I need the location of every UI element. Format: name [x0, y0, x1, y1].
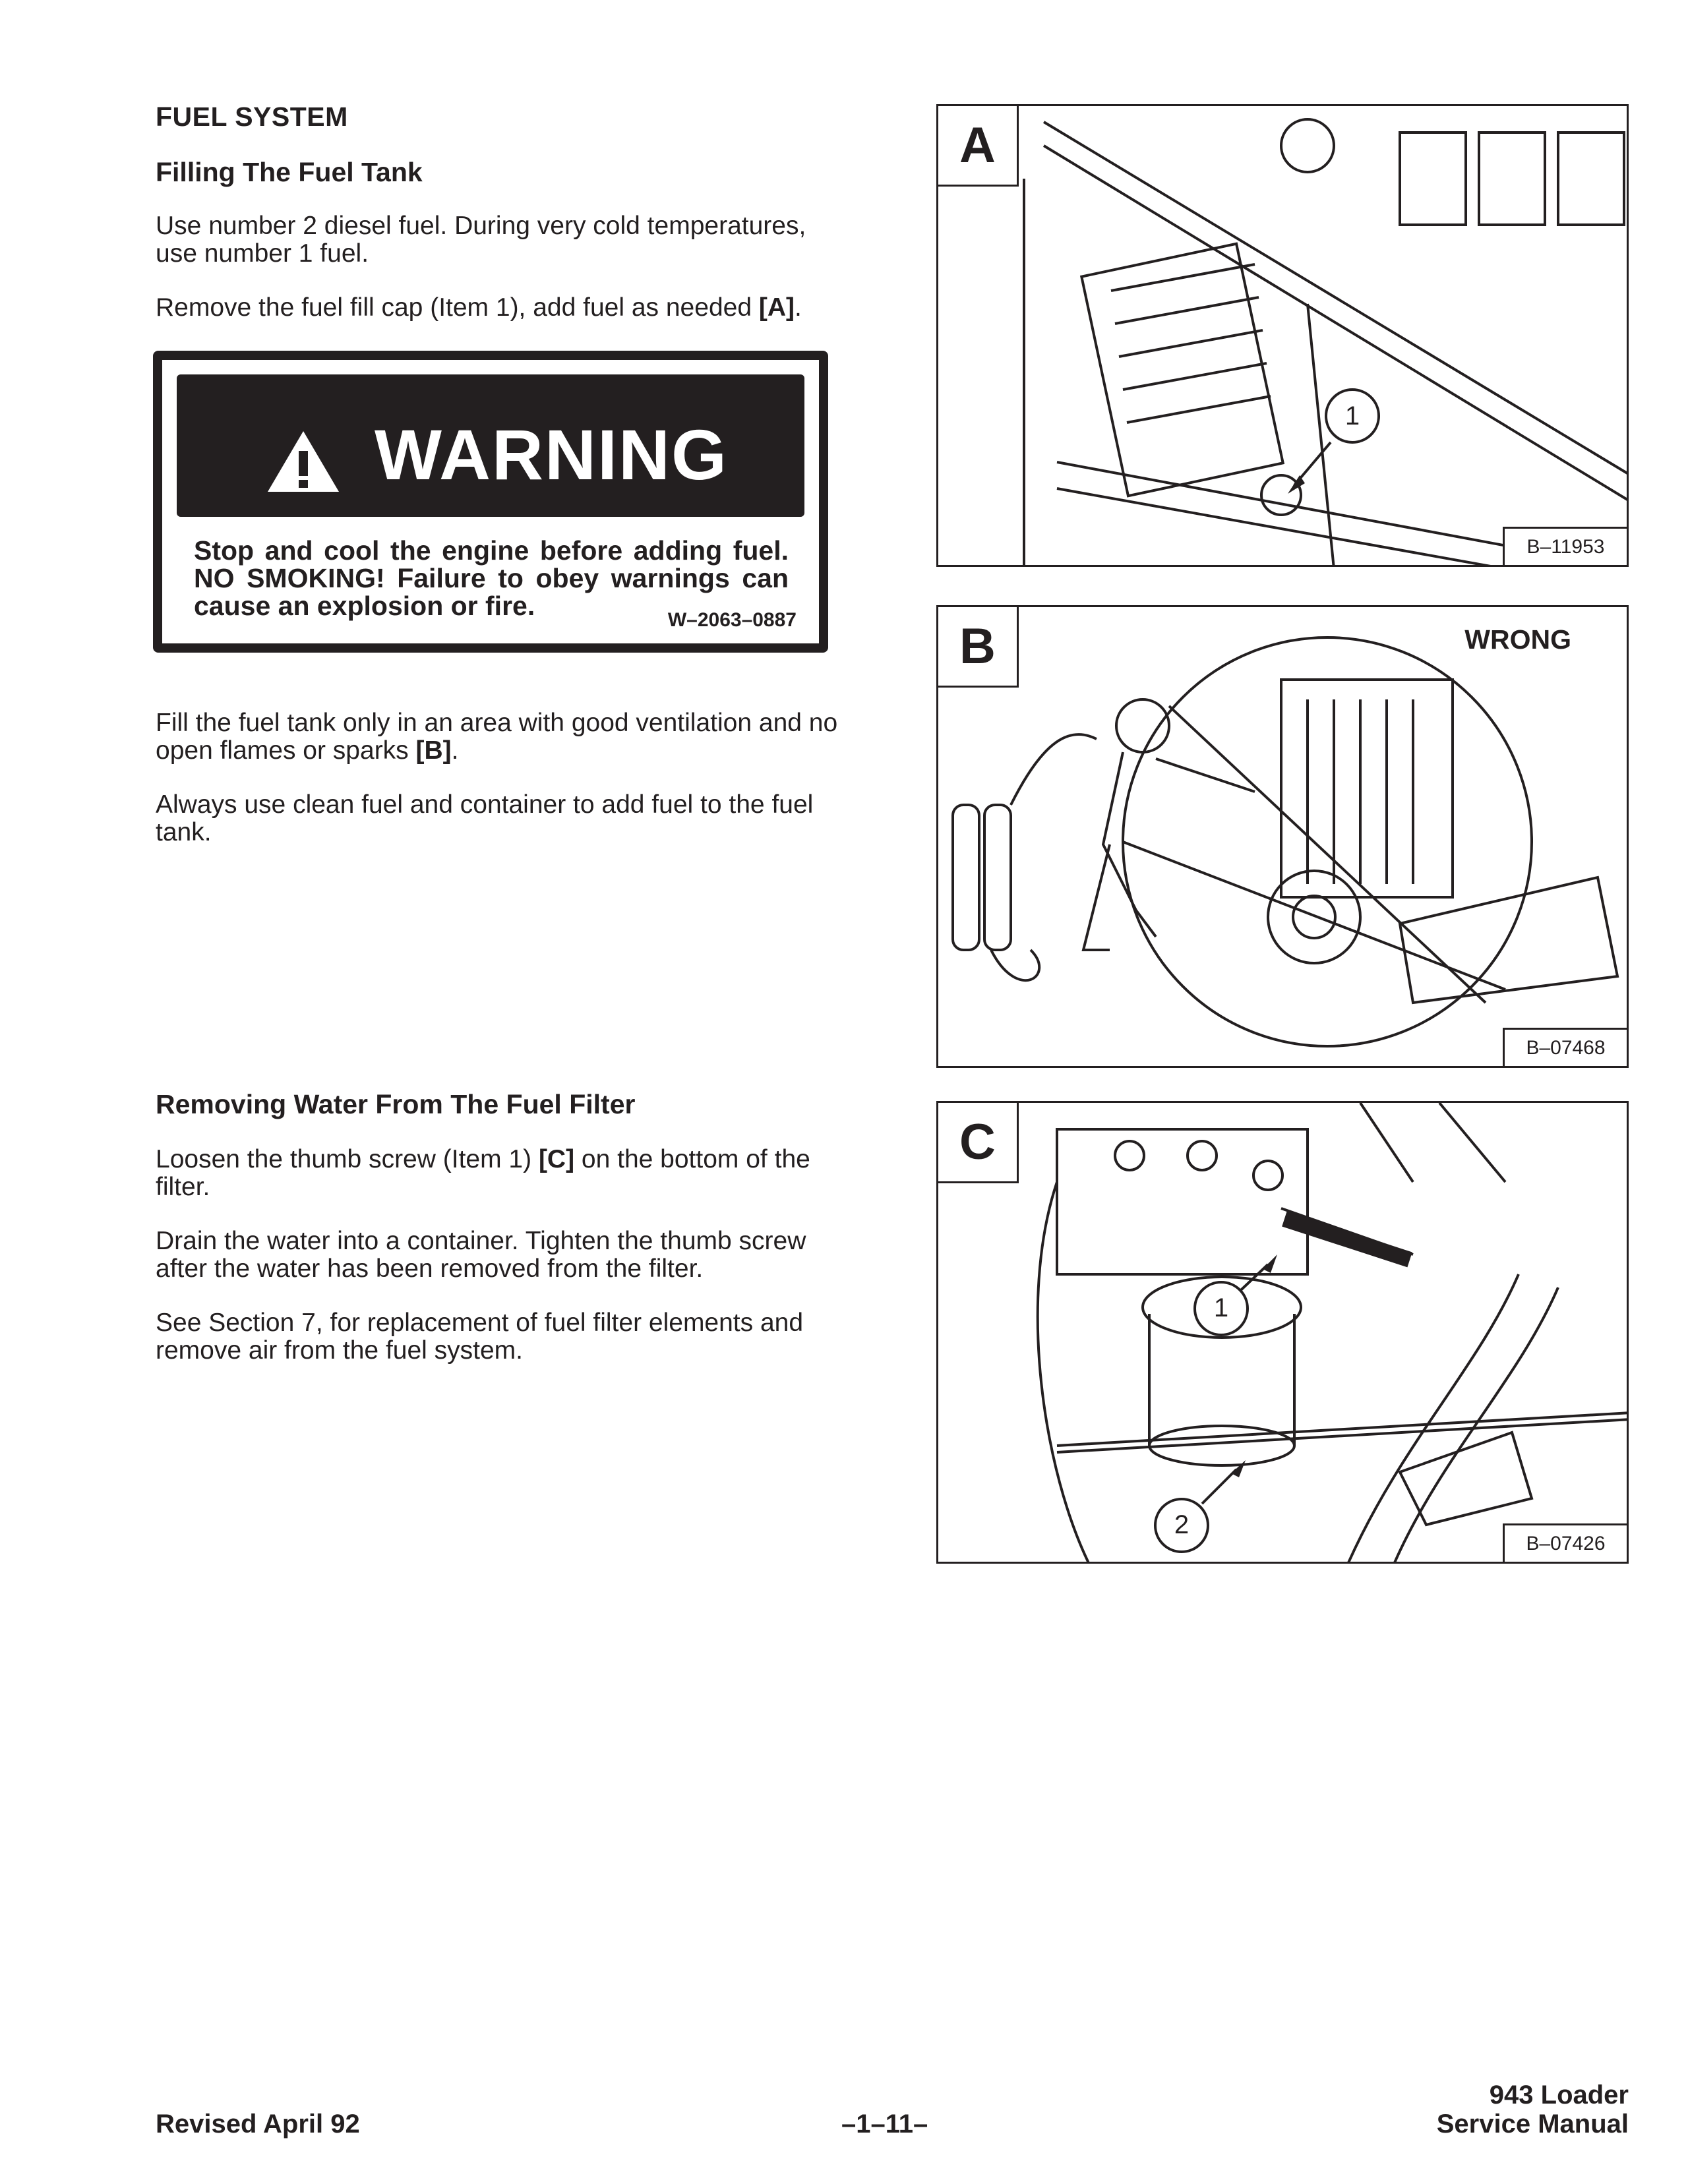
filling-paragraph-1: Use number 2 diesel fuel. During very cold temperatures, use number 1 fuel. — [156, 212, 806, 268]
p3-end: . — [451, 736, 459, 765]
figure-code: B–11953 — [1503, 527, 1627, 565]
figure-letter: B — [938, 607, 1019, 688]
filling-paragraph-4: Always use clean fuel and container to add fuel to the fuel tank. — [156, 790, 814, 846]
callout-1: 1 — [1344, 401, 1360, 430]
p3-text: Fill the fuel tank only in an area with good ventilation and no open flames or sparks — [156, 709, 838, 765]
warning-text: Stop and cool the engine before adding fuel. NO SMOKING! Failure to obey warnings can cause an explosion or fire. — [194, 535, 789, 621]
fuel-filter-illustration — [938, 1103, 1629, 1564]
warning-title: WARNING — [375, 415, 728, 494]
figure-letter: A — [938, 106, 1019, 187]
figure-code: B–07426 — [1503, 1523, 1627, 1562]
footer-page-number: –1–11– — [841, 2110, 928, 2139]
r1-text: Loosen the thumb screw (Item 1) — [156, 1145, 539, 1173]
p2-end: . — [794, 293, 802, 322]
callout-1: 1 — [1213, 1293, 1229, 1322]
figure-a — [936, 104, 1629, 567]
fuel-fill-cap-illustration — [938, 106, 1629, 567]
section-title: FUEL SYSTEM — [156, 102, 348, 132]
figure-ref-a: [A] — [758, 293, 795, 322]
removing-paragraph-1 — [156, 1146, 848, 1201]
warning-box — [153, 351, 828, 653]
figure-c — [936, 1101, 1629, 1564]
callout-2: 2 — [1174, 1510, 1190, 1539]
filling-paragraph-2 — [156, 294, 848, 322]
no-smoking-refuel-illustration — [938, 607, 1629, 1068]
warning-code: W–2063–0887 — [667, 609, 797, 631]
filling-heading: Filling The Fuel Tank — [156, 157, 423, 187]
footer-revision: Revised April 92 — [156, 2110, 360, 2139]
r1-end: on the bottom of the filter. — [156, 1145, 810, 1201]
footer-model: 943 Loader — [1489, 2081, 1629, 2110]
warning-triangle-icon — [265, 428, 342, 494]
figure-ref-c: [C] — [538, 1145, 575, 1173]
p2-text: Remove the fuel fill cap (Item 1), add fuel as needed — [156, 293, 759, 322]
removing-paragraph-3: See Section 7, for replacement of fuel filter elements and remove air from the fuel system. — [156, 1309, 804, 1365]
wrong-label: WRONG — [1464, 624, 1571, 655]
footer-manual-type: Service Manual — [1436, 2110, 1629, 2139]
figure-letter: C — [938, 1103, 1019, 1183]
figure-code: B–07468 — [1503, 1028, 1627, 1066]
footer-manual — [1437, 2081, 1629, 2139]
removing-paragraph-2: Drain the water into a container. Tighten the thumb screw after the water has been removed from the filter. — [156, 1227, 806, 1283]
figure-ref-b: [B] — [415, 736, 452, 765]
figure-b — [936, 605, 1629, 1068]
warning-inner — [162, 360, 819, 643]
warning-banner — [177, 374, 804, 517]
removing-heading: Removing Water From The Fuel Filter — [156, 1089, 636, 1119]
filling-paragraph-3 — [156, 709, 848, 765]
